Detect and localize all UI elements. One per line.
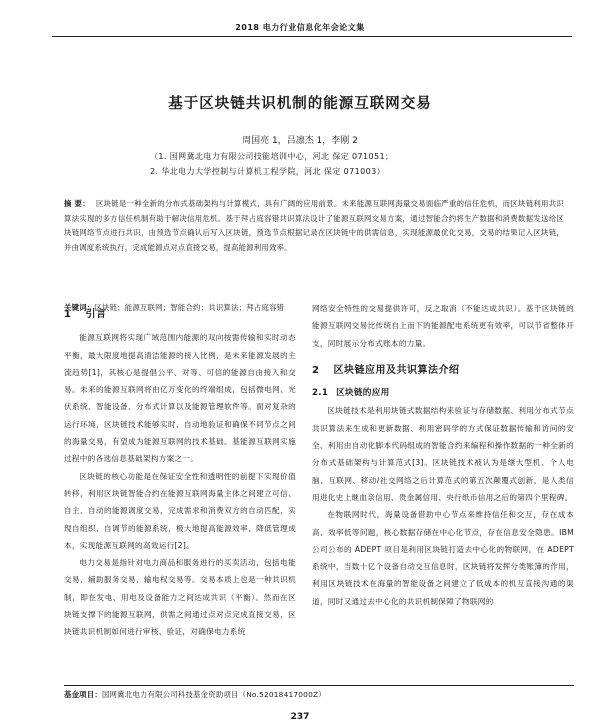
intro-paragraph-2: 区块链的核心功能是在保证安全性和透明性的前提下实现价值转移，利用区块链智能合约在能源互联网海量主体之间建立可信、自主、自动的能源调度交易，完成需求和消费双方的自动匹配，实现自组织、自调节的能源系统，极大地提高能源效率、降低管理成本，实现能源互联网的高效运行[2]。 bbox=[64, 471, 296, 550]
left-column bbox=[64, 300, 296, 641]
section-heading-intro: 1 引言 bbox=[64, 309, 107, 320]
paper-authors: 周国亮 1，吕凛杰 1，李刚 2 bbox=[242, 136, 358, 146]
intro-paragraph-1: 能源互联网将实现广域范围内能源的双向按需传输和实时动态平衡，最大限度地提高清洁能源的接入比例，是未来能源发展的主流趋势[1]，其核心是提倡公平、对等、可信的能源自由接入和交易。未来的能源互联网将由亿万变化的终端组成，包括微电网、光伏系统、智能设备、分布式计算以及能源管理软件等。面对复杂的运行环境，区块链技术能够实时、自动地验证和确保不同节点之间的海量交易，有望成为能源互联网的技术基础。基能源互联网实施过程中的各选信息基础架构方案之一。 bbox=[64, 333, 296, 464]
section-heading-2: 2 区块链应用及共识算法介绍 bbox=[312, 364, 460, 376]
funding-footnote bbox=[64, 689, 326, 700]
affiliation-2: 2. 华北电力大学控制与计算机工程学院，河北 保定 071003） bbox=[150, 167, 385, 176]
abstract bbox=[64, 197, 564, 255]
page-number: 237 bbox=[290, 712, 310, 722]
affiliation-1: （1. 国网冀北电力有限公司技能培训中心，河北 保定 071051； bbox=[150, 152, 394, 161]
footnote-rule bbox=[64, 685, 574, 686]
abstract-text: 区块链是一种全新的分布式基础架构与计算模式，具有广阔的应用前景。未来能源互联网海量交易面临严重的信任危机，而区块链利用共识算法实现的多方信任机制有助于解决信用危机。基于拜占庭容错共识算法设计了能源互联网交易方案，通过智能合约将生产数据和消费数据发送给区块链网络节点进行共识，由预选节点确认后写入区块链，预选节点根据记录在区块链中的供需信息，实现能源最优化交易，交易的结果记入区块链，并由调度系统执行，完成能源点对点直接交易，提高能源利用效率。 bbox=[64, 199, 564, 252]
intro-paragraph-3-continued: 网络安全特性的交易提供许可，反之取消（不能达成共识）。基于区块链的能源互联网交易比传统自上而下的能源配电系统更有效率，可以节省整体开支，同时展示分布式账本的力量。 bbox=[312, 304, 574, 348]
abstract-label: 摘 要： bbox=[64, 199, 90, 208]
footnote-text: 国网冀北电力有限公司科技基金资助项目（No.52018417000Z） bbox=[101, 690, 326, 699]
keywords-text: 区块链；能源互联网；智能合约；共识算法；拜占庭容错 bbox=[94, 303, 285, 312]
footnote-label: 基金项目： bbox=[64, 690, 102, 699]
section2-paragraph-1: 区块链技术是利用块链式数据结构来验证与存储数据、利用分布式节点共识算法来生成和更新数据、利用密码学的方式保证数据传输和访问的安全、利用由自动化脚本代码组成的智能合约来编程和操作数据的一种全新的分布式基础架构与计算范式[3]。区块链技术被认为是继大型机、个人电脑、互联网、移动/社交网络之后计算范式的第五次颠覆式创新，是人类信用进化史上继血亲信用、贵金属信用、央行纸币信用之后的第四个里程碑。 bbox=[312, 406, 574, 502]
subsection-heading-2-1: 2.1 区块链的应用 bbox=[312, 388, 390, 399]
paper-title: 基于区块链共识机制的能源互联网交易 bbox=[168, 96, 432, 112]
header-rule bbox=[52, 36, 572, 37]
intro-paragraph-3: 电力交易是指针对电力商品和服务进行的买卖活动，包括电能交易、辅助服务交易、输电权交易等。交易本质上也是一种共识机制，即在发电、用电及设备能力之间达成共识（平衡）。然而在区块链支撑下的能源互联网，供需之间通过点对点完成直接交易，区块链共识机制如何进行审核、验证，对确保电力系统 bbox=[64, 558, 296, 637]
running-header: 2018 电力行业信息化年会论文集 bbox=[235, 23, 365, 32]
right-column bbox=[312, 300, 574, 610]
keywords-label: 关键词： bbox=[64, 303, 95, 312]
section2-paragraph-2: 在物联网时代，海量设备借助中心节点来维持信任和交互，存在成本高、效率低等问题，核心数据存储在中心化节点，存在信息安全隐患。IBM 公司公布的 ADEPT 项目是利用区块链打造去中心化的物联网，在 ADEPT 系统中，当数十亿个设备自动交互信息时，区块链将发挥分类账簿的作用，利用区块链技术在海量的智能设备之间建立了低成本的机互直接沟通的渠道，同时又通过去中心化的共识机制保障了物联网的 bbox=[312, 510, 574, 606]
